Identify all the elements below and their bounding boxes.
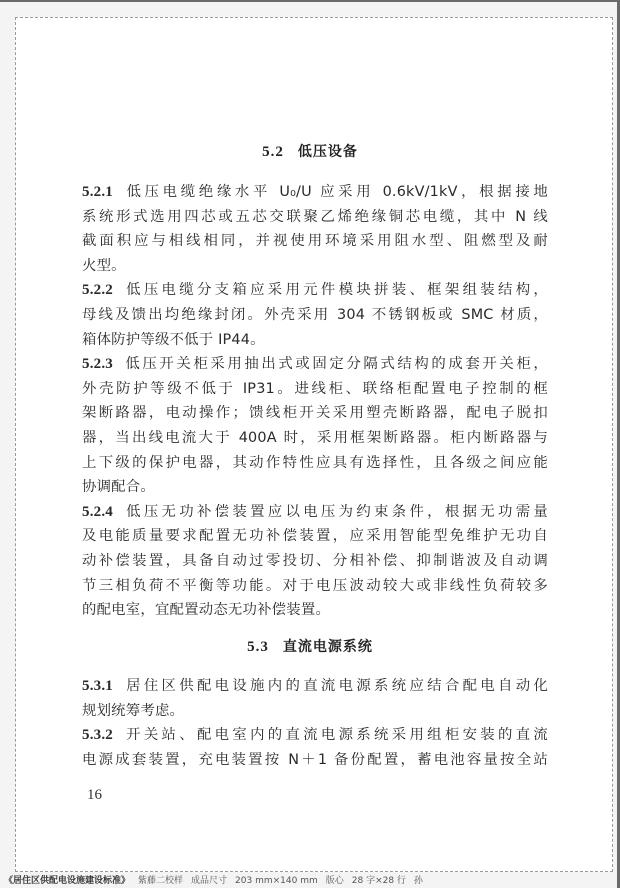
- footer-book-title: 《居住区供配电设施建设标准》: [4, 876, 131, 886]
- clause-line: 上下级的保护电器，其动作特性应具有选择性，且各级之间应能: [82, 454, 548, 471]
- footer-size-value: 203 mm×140 mm: [235, 876, 318, 886]
- clause-5-2-3: [82, 352, 548, 500]
- window-frame-top: [0, 0, 620, 2]
- clause-line: 母线及馈出均绝缘封闭。外壳采用 304 不锈钢板或 SMC 材质，: [82, 306, 548, 323]
- clause-line: 5.3.2 开关站、配电室内的直流电源系统采用组柜安装的直流: [82, 727, 548, 744]
- clause-line: 节三相负荷不平衡等功能。对于电压波动较大或非线性负荷较多: [82, 577, 548, 594]
- footer-size-label: 成品尺寸: [191, 876, 228, 886]
- clause-line: 火型。: [82, 257, 126, 274]
- footer-proof: 紫藤二校样: [138, 876, 184, 886]
- section-number: 5.2: [262, 144, 284, 160]
- section-title: 直流电源系统: [282, 639, 373, 655]
- clause-line: 5.2.1 低压电缆绝缘水平 U₀/U 应采用 0.6kV/1kV，根据接地: [82, 184, 548, 200]
- proof-footer: [4, 873, 431, 886]
- section-number: 5.3: [247, 639, 269, 655]
- clause-line: 架断路器，电动操作；馈线柜开关采用塑壳断路器，配电子脱扣: [82, 405, 548, 422]
- footer-editor: 孙: [413, 876, 423, 886]
- clause-line: 5.2.2 低压电缆分支箱应采用元件模块拼装、框架组装结构，: [82, 282, 548, 299]
- clause-line: 5.2.3 低压开关柜采用抽出式或固定分隔式结构的成套开关柜，: [82, 356, 548, 373]
- clause-line: 截面积应与相线相同，并视使用环境采用阻水型、阻燃型及耐: [82, 233, 548, 250]
- clause-5-2-2: [82, 278, 548, 352]
- footer-layout-label: 版心: [325, 876, 344, 886]
- clause-line: 系统形式选用四芯或五芯交联聚乙烯绝缘铜芯电缆，其中 N 线: [82, 208, 548, 225]
- clause-line: 的配电室，宜配置动态无功补偿装置。: [82, 602, 331, 619]
- clause-5-2-4: [82, 500, 548, 623]
- section-heading-5-2: [0, 141, 620, 161]
- clause-line: 动补偿装置，具备自动过零投切、分相补偿、抑制谐波及自动调: [82, 552, 548, 569]
- clause-line: 箱体防护等级不低于 IP44。: [82, 331, 265, 348]
- clause-number: 5.2.3: [82, 356, 113, 373]
- clause-5-2-1: [82, 180, 548, 278]
- clause-number: 5.3.1: [82, 678, 113, 694]
- clause-line: 及电能质量要求配置无功补偿装置，应采用智能型免维护无功自: [82, 528, 548, 545]
- clause-5-3-1: [82, 674, 548, 723]
- clause-line: 规划统筹考虑。: [82, 702, 185, 719]
- clause-line: 器，当出线电流大于 400A 时，采用框架断路器。柜内断路器与: [82, 429, 548, 446]
- clause-number: 5.2.2: [82, 282, 113, 299]
- clause-line: 协调配合。: [82, 479, 155, 496]
- page-number: 16: [87, 787, 102, 803]
- clause-line: 电源成套装置，充电装置按 N＋1 备份配置，蓄电池容量按全站: [82, 751, 548, 768]
- clause-number: 5.2.4: [82, 503, 113, 520]
- clause-line: 5.3.1 居住区供配电设施内的直流电源系统应结合配电自动化: [82, 678, 548, 694]
- section-title: 低压设备: [297, 144, 358, 160]
- clause-number: 5.3.2: [82, 727, 113, 744]
- footer-layout-value: 28 字×28 行: [351, 876, 406, 886]
- section-heading-5-3: [0, 636, 620, 656]
- clause-5-3-2: [82, 723, 548, 772]
- clause-line: 5.2.4 低压无功补偿装置应以电压为约束条件，根据无功需量: [82, 503, 548, 520]
- clause-line: 外壳防护等级不低于 IP31。进线柜、联络柜配置电子控制的框: [82, 380, 548, 397]
- clause-number: 5.2.1: [82, 184, 113, 200]
